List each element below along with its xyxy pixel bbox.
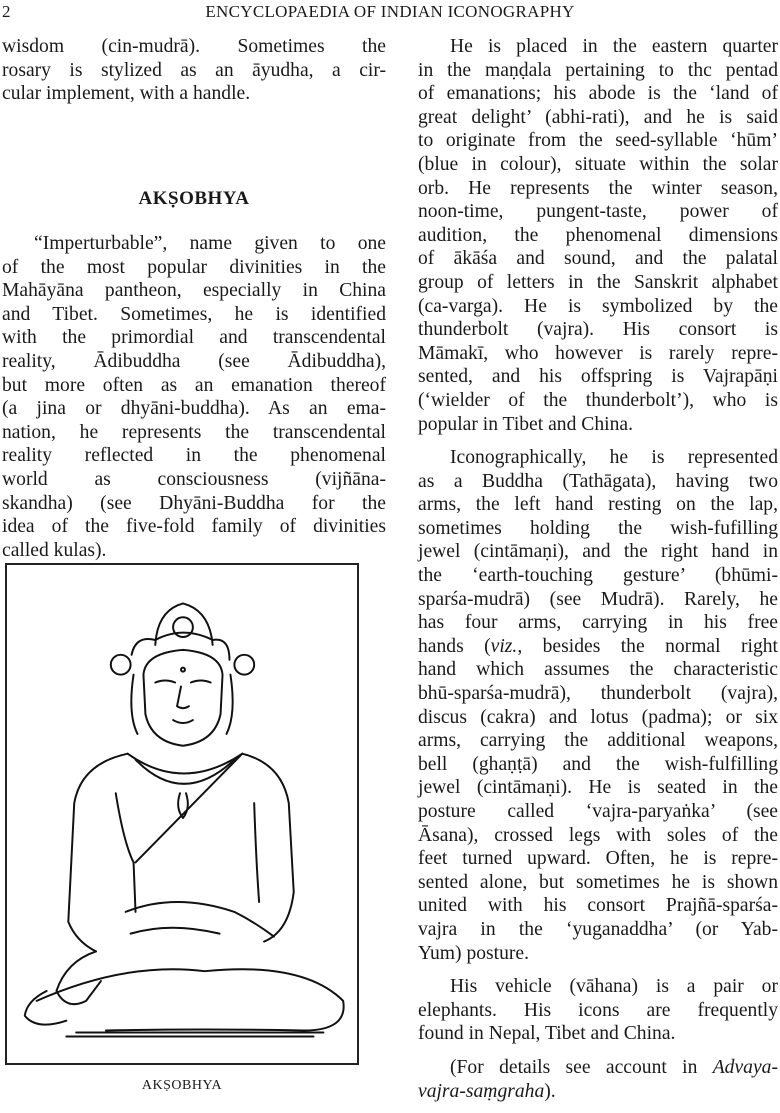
final-note [418, 1056, 778, 1103]
text-line: He is placed in the eastern quarter [450, 36, 778, 57]
text-line: audition, the phenomenal dimensions [418, 224, 778, 246]
text-line: rosary is stylized as an āyudha, a cir- [2, 59, 386, 81]
text-line: sented alone, but sometimes he is shown [418, 871, 778, 893]
text-line: bhū-sparśa-mudrā), thunderbolt (vajra), [418, 683, 778, 705]
text-line: posture called ‘vajra-paryaṅka’ (see [418, 801, 778, 822]
text-line: called kulas). [2, 539, 107, 561]
text-line: of ākāśa and sound, and the palatal [418, 248, 778, 270]
text-line: sometimes holding the wish-fufilling [418, 517, 778, 539]
note-italic: vajra-saṃgraha [418, 1080, 545, 1102]
text-line: noon-time, pungent-taste, power of [418, 201, 778, 223]
text-line: sparśa-mudrā) (see Mudrā). Rarely, he [418, 588, 778, 610]
text-line: His vehicle (vāhana) is a pair or [450, 976, 778, 998]
note-italic: Advaya- [712, 1056, 778, 1078]
text-line: idea of the five-fold family of divinities [2, 516, 386, 538]
text-line: “Imperturbable”, name given to one [34, 233, 386, 254]
left-column-paragraph [2, 232, 386, 562]
text-line: popular in Tibet and China. [418, 413, 633, 435]
right-column [418, 35, 778, 1113]
text-line: vajra in the ‘yuganaddha’ (or Yab- [418, 918, 778, 940]
text-line: has four arms, carrying in his free [418, 612, 778, 634]
text-line: (blue in colour), situate within the solar [418, 153, 778, 175]
text-line: (‘wielder of the thunderbolt’), who is [418, 389, 778, 411]
text-line: with the primordial and transcendental [2, 327, 386, 349]
seated-buddha-drawing [7, 565, 357, 1063]
text-line: arms, the left hand resting on the lap, [418, 494, 778, 516]
text-line: Iconographically, he is represented [450, 447, 778, 469]
text-line: found in Nepal, Tibet and China. [418, 1023, 676, 1045]
text-line: Mahāyāna pantheon, especially in China [2, 280, 386, 302]
text-line: (a jina or dhyāni-buddha). As an ema- [2, 398, 386, 420]
figure-akshobhya-illustration [5, 563, 359, 1065]
text-line: wisdom (cin-mudrā). Sometimes the [2, 36, 386, 57]
text-line: elephants. His icons are frequently [418, 999, 778, 1021]
text-line: feet turned upward. Often, he is repre- [418, 848, 778, 870]
text-line: arms, carrying the additional weapons, [418, 730, 778, 752]
page-number: 2 [2, 2, 11, 21]
text-line: sented, and his offspring is Vajrapāṇi [418, 366, 778, 388]
text-line: skandha) (see Dhyāni-Buddha for the [2, 492, 386, 514]
note-text: (For details see account in [450, 1056, 713, 1078]
text-line: nation, he represents the transcendental [2, 421, 386, 443]
text-line: world as consciousness (vijñāna- [2, 468, 386, 490]
figure-caption: AKṢOBHYA [141, 1078, 223, 1093]
text-line: discus (cakra) and lotus (padma); or six [418, 706, 778, 728]
left-column-continuation [2, 35, 386, 106]
text-line: in the maṇḍala pertaining to thc pentad [418, 59, 778, 81]
text-line: Māmakī, who however is rarely repre- [418, 342, 778, 364]
text-line: of the most popular divinities in the [2, 256, 386, 278]
text-line: jewel (cintāmaṇi), and the right hand in [418, 541, 778, 563]
text-line: jewel (cintāmaṇi). He is seated in the [418, 777, 778, 799]
text-line: reality, Ādibuddha (see Ādibuddha), [2, 350, 386, 372]
text-line: and Tibet. Sometimes, he is identified [2, 303, 386, 325]
text-line: hands (viz., besides the normal right [418, 635, 778, 657]
text-line: Āsana), crossed legs with soles of the [418, 824, 778, 846]
text-line: Yum) posture. [418, 942, 530, 964]
text-line: bell (ghaṇṭā) and the wish-fulfilling [418, 753, 778, 775]
text-line: (ca-varga). He is symbolized by the [418, 295, 778, 317]
text-line: great delight’ (abhi-rati), and he is said [418, 106, 778, 128]
note-text: ). [544, 1080, 556, 1102]
text-line: orb. He represents the winter season, [418, 177, 778, 199]
section-heading: AKṢOBHYA [138, 188, 250, 209]
text-line: of emanations; his abode is the ‘land of [418, 83, 778, 105]
paragraph [418, 446, 778, 965]
text-line: as a Buddha (Tathāgata), having two [418, 470, 778, 492]
text-line: to originate from the seed-syllable ‘hūm’ [418, 130, 778, 152]
paragraph [418, 35, 778, 436]
paragraph [418, 975, 778, 1046]
running-title: ENCYCLOPAEDIA OF INDIAN ICONOGRAPHY [205, 2, 575, 21]
text-line: reality reflected in the phenomenal [2, 445, 386, 467]
text-line: but more often as an emanation thereof [2, 374, 386, 396]
text-line: thunderbolt (vajra). His consort is [418, 319, 778, 341]
text-line: united with his consort Prajñā-sparśa- [418, 895, 778, 917]
text-line: hand which assumes the characteristic [418, 659, 778, 681]
text-line: the ‘earth-touching gesture’ (bhūmi- [418, 565, 778, 587]
text-line: group of letters in the Sanskrit alphabet [418, 271, 778, 293]
text-line: cular implement, with a handle. [2, 83, 251, 105]
